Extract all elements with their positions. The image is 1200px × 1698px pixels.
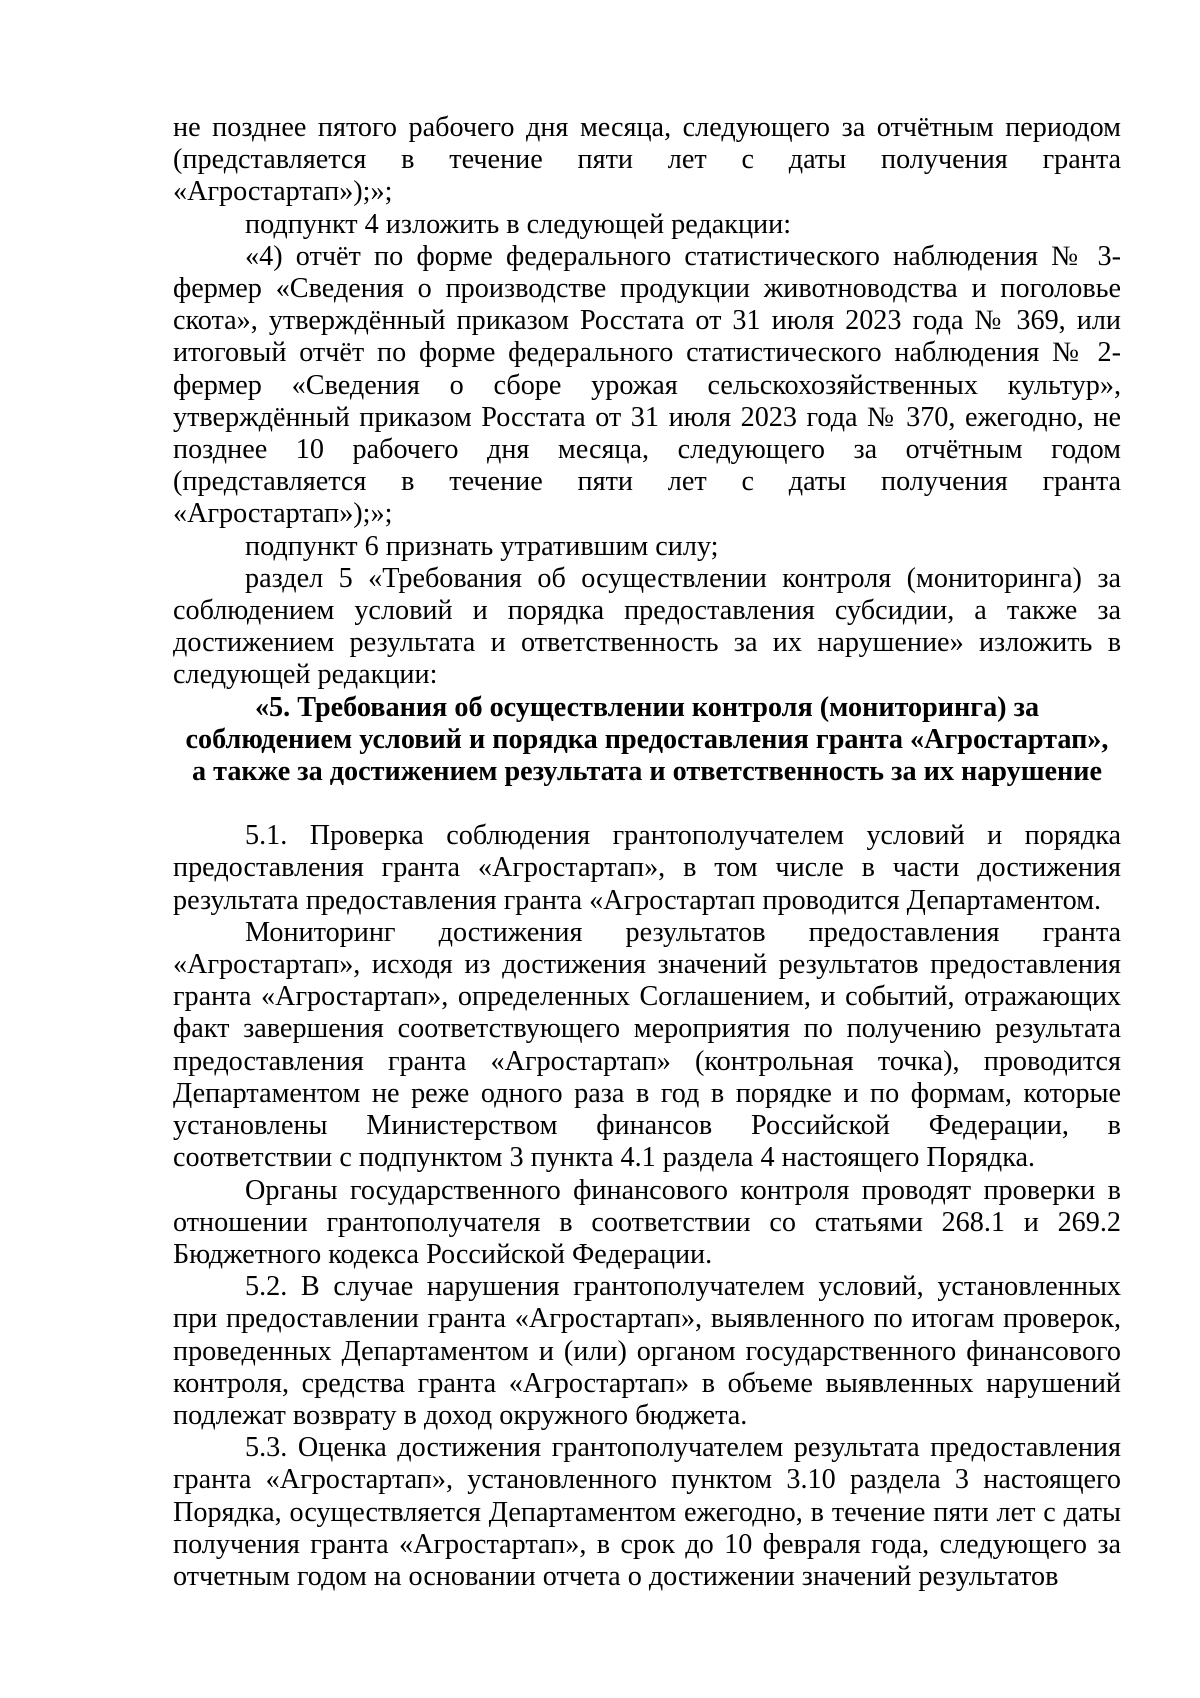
paragraph: не позднее пятого рабочего дня месяца, следующего за отчётным периодом (представляется в течение пяти лет с даты получения гранта «Агростартап»);»; [173, 112, 1121, 208]
paragraph: Органы государственного финансового контроля проводят проверки в отношении грантополучателя в соответствии со статьями 268.1 и 269.2 Бюджетного кодекса Российской Федерации. [173, 1174, 1121, 1270]
section-heading: «5. Требования об осуществлении контроля (мониторинга) за соблюдением условий и порядка предоставления гранта «Агростартап», а также за достижением результата и ответственность за их нарушение [185, 691, 1109, 788]
paragraph: подпункт 6 признать утратившим силу; [245, 530, 719, 562]
paragraph: 5.1. Проверка соблюдения грантополучателем условий и порядка предоставления гранта «Агростартап», в том числе в части достижения результата предоставления гранта «Агростартап проводится Департаментом. [173, 820, 1121, 916]
paragraphs-bottom [173, 820, 1121, 1593]
paragraph: подпункт 4 изложить в следующей редакции: [245, 208, 792, 240]
paragraph: 5.2. В случае нарушения грантополучателем условий, установленных при предоставлении гранта «Агростартап», выявленного по итогам проверок, проведенных Департаментом и (или) органом государственного финансового контроля, средства гранта «Агростартап» в объеме выявленных нарушений подлежат возврату в доход окружного бюджета. [173, 1271, 1121, 1431]
document-page [173, 112, 1121, 1593]
paragraph: раздел 5 «Требования об осуществлении контроля (мониторинга) за соблюдением условий и порядка предоставления субсидии, а также за достижением результата и ответственность за их нарушение» изложить в следующей редакции: [173, 562, 1121, 691]
paragraph: Мониторинг достижения результатов предоставления гранта «Агростартап», исходя из достижения значений результатов предоставления гранта «Агростартап», определенных Соглашением, и событий, отражающих факт завершения соответствующего мероприятия по получению результата предоставления гранта «Агростартап» (контрольная точка), проводится Департаментом не реже одного раза в год в порядке и по формам, которые установлены Министерством финансов Российской Федерации, в соответствии с подпунктом 3 пункта 4.1 раздела 4 настоящего Порядка. [173, 916, 1121, 1174]
paragraph: 5.3. Оценка достижения грантополучателем результата предоставления гранта «Агростартап», установленного пунктом 3.10 раздела 3 настоящего Порядка, осуществляется Департаментом ежегодно, в течение пяти лет с даты получения гранта «Агростартап», в срок до 10 февраля года, следующего за отчетным годом на основании отчета о достижении значений результатов [173, 1432, 1121, 1592]
paragraphs-top [173, 112, 1121, 692]
paragraph: «4) отчёт по форме федерального статистического наблюдения № 3-фермер «Сведения о производстве продукции животноводства и поголовье скота», утверждённый приказом Росстата от 31 июля 2023 года № 369, или итоговый отчёт по форме федерального статистического наблюдения № 2-фермер «Сведения о сборе урожая сельскохозяйственных культур», утверждённый приказом Росстата от 31 июля 2023 года № 370, ежегодно, не позднее 10 рабочего дня месяца, следующего за отчётным годом (представляется в течение пяти лет с даты получения гранта «Агростартап»);»; [173, 240, 1121, 530]
